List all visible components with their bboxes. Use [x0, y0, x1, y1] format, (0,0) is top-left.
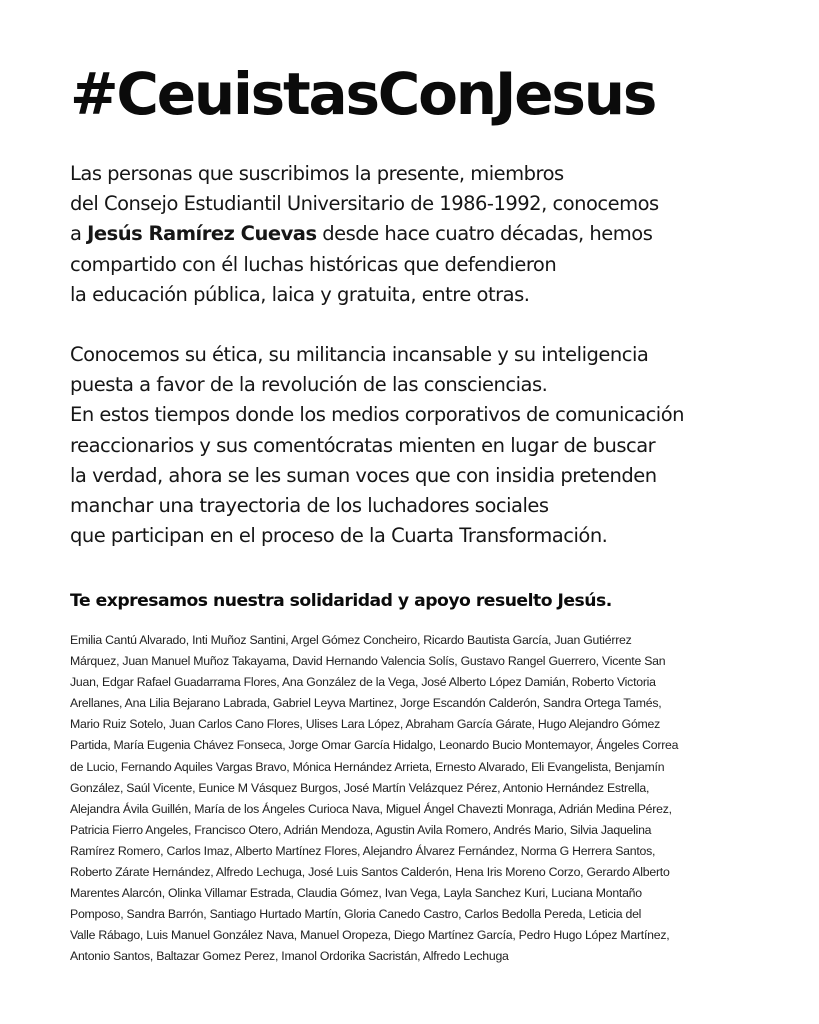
signatories-line: González, Saúl Vicente, Eunice M Vásquez Burgos, José Martín Velázquez Pérez, Antonio Hernández Estrella,: [70, 780, 650, 795]
signatories-line: Patricia Fierro Angeles, Francisco Otero, Adrián Mendoza, Agustin Avila Romero, Andrés Mario, Silvia Jaquelina: [70, 822, 652, 837]
signatories-line: Juan, Edgar Rafael Guadarrama Flores, Ana González de la Vega, José Alberto López Damián, Roberto Victoria: [70, 675, 656, 690]
hashtag-headline: #CeuistasConJesus: [70, 60, 656, 128]
intro-line-prefix: a: [70, 222, 88, 246]
support-line: reaccionarios y sus comentócratas mienten en lugar de buscar: [70, 433, 656, 457]
signatories-line: Ramírez Romero, Carlos Imaz, Alberto Martínez Flores, Alejandro Álvarez Fernández, Norma G Herrera Santos,: [70, 843, 656, 858]
intro-line: [70, 219, 659, 249]
intro-line: compartido con él luchas históricas que defendieron: [70, 252, 557, 276]
signatories-line: Partida, María Eugenia Chávez Fonseca, Jorge Omar García Hidalgo, Leonardo Bucio Montemayor, Ángeles Correa: [70, 738, 679, 753]
signatories-line: Antonio Santos, Baltazar Gomez Perez, Imanol Ordorika Sacristán, Alfredo Lechuga: [70, 949, 509, 964]
honoree-name: Jesús Ramírez Cuevas: [87, 222, 317, 246]
signatories-line: Marentes Alarcón, Olinka Villamar Estrada, Claudia Gómez, Ivan Vega, Layla Sanchez Kuri, Luciana Montaño: [70, 886, 642, 901]
support-paragraph: [70, 340, 684, 551]
signatories-line: Arellanes, Ana Lilia Bejarano Labrada, Gabriel Leyva Martinez, Jorge Escandón Calderón, Sandra Ortega Tamés,: [70, 696, 662, 711]
support-line: manchar una trayectoria de los luchadores sociales: [70, 494, 549, 518]
signatories-line: de Lucio, Fernando Aquiles Vargas Bravo, Mónica Hernández Arrieta, Ernesto Alvarado, Eli Evangelista, Benjamín: [70, 759, 665, 774]
intro-line: Las personas que suscribimos la presente, miembros: [70, 162, 564, 185]
support-line: puesta a favor de la revolución de las consciencias.: [70, 373, 548, 397]
support-line: la verdad, ahora se les suman voces que con insidia pretenden: [70, 463, 657, 487]
signatories-line: Márquez, Juan Manuel Muñoz Takayama, David Hernando Valencia Solís, Gustavo Rangel Guerrero, Vicente San: [70, 654, 666, 669]
intro-line: del Consejo Estudiantil Universitario de 1986-1992, conocemos: [70, 192, 659, 216]
support-line: En estos tiempos donde los medios corporativos de comunicación: [70, 403, 685, 427]
signatories-line: Valle Rábago, Luis Manuel González Nava, Manuel Oropeza, Diego Martínez García, Pedro Hugo López Martínez,: [70, 928, 670, 943]
support-line: Conocemos su ética, su militancia incansable y su inteligencia: [70, 343, 649, 366]
signatories-line: Roberto Zárate Hernández, Alfredo Lechuga, José Luis Santos Calderón, Hena Iris Moreno Corzo, Gerardo Alberto: [70, 865, 670, 880]
signatories-line: Mario Ruiz Sotelo, Juan Carlos Cano Flores, Ulises Lara López, Abraham García Gárate, Hugo Alejandro Gómez: [70, 717, 661, 732]
solidarity-statement: Te expresamos nuestra solidaridad y apoyo resuelto Jesús.: [70, 591, 612, 611]
support-line: que participan en el proceso de la Cuarta Transformación.: [70, 524, 608, 548]
signatories-list: [70, 630, 770, 968]
signatories-line: Alejandra Ávila Guillén, María de los Ángeles Curioca Nava, Miguel Ángel Chavezti Monraga, Adrián Medina Pérez,: [70, 801, 672, 816]
intro-line-suffix: desde hace cuatro décadas, hemos: [316, 222, 653, 246]
intro-line: la educación pública, laica y gratuita, entre otras.: [70, 282, 530, 306]
signatories-line: Pomposo, Sandra Barrón, Santiago Hurtado Martín, Gloria Canedo Castro, Carlos Bedolla Pereda, Leticia del: [70, 907, 642, 922]
signatories-line: Emilia Cantú Alvarado, Inti Muñoz Santini, Argel Gómez Concheiro, Ricardo Bautista García, Juan Gutiérrez: [70, 633, 632, 647]
intro-paragraph: [70, 159, 659, 310]
